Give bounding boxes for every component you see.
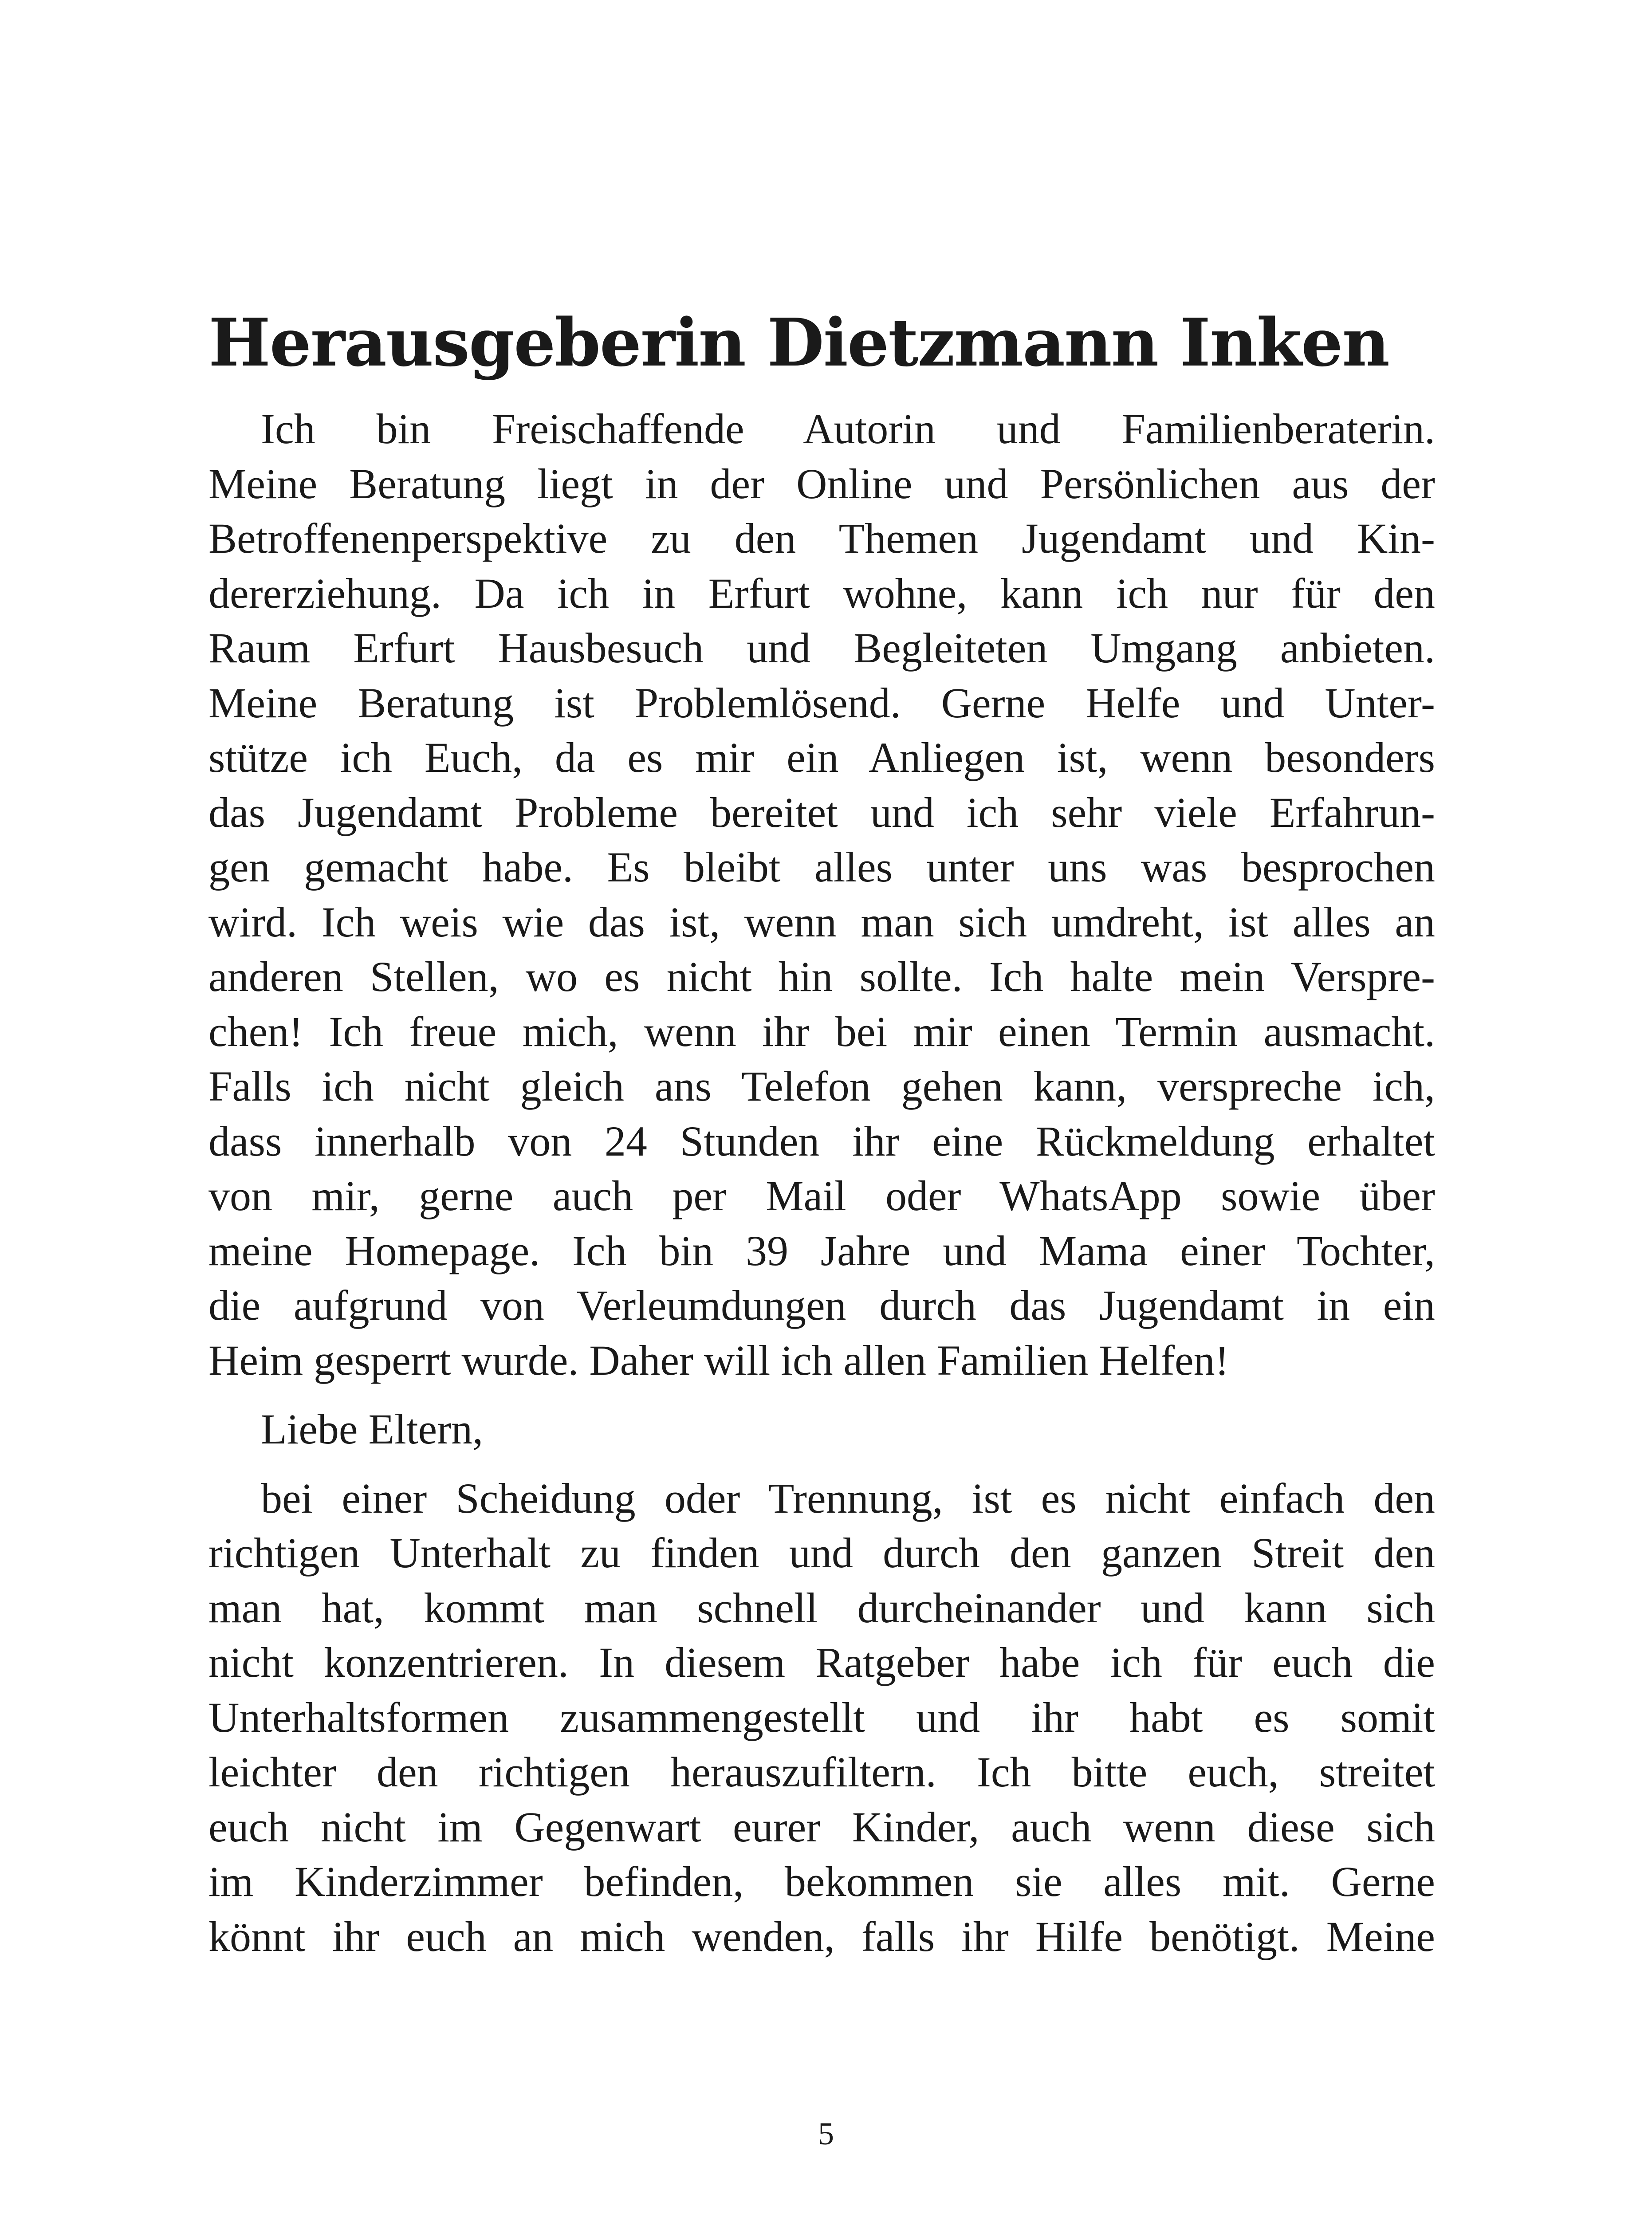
text-line: man hat, kommt man schnell durcheinander und kann sich [208, 1584, 1435, 1632]
text-line: Heim gesperrt wurde. Daher will ich allen Familien Helfen! [208, 1336, 1229, 1384]
text-line: bei einer Scheidung oder Trennung, ist es nicht einfach den [261, 1474, 1435, 1522]
body-text [208, 401, 1435, 1964]
text-line: dass innerhalb von 24 Stunden ihr eine Rückmeldung erhaltet [208, 1117, 1435, 1165]
text-line: nicht konzentrieren. In diesem Ratgeber habe ich für euch die [208, 1639, 1435, 1686]
text-line: Ich bin Freischaffende Autorin und Familienberaterin. [261, 405, 1435, 452]
text-line: die aufgrund von Verleumdungen durch das Jugendamt in ein [208, 1282, 1435, 1329]
paragraph-introduction [208, 1471, 1435, 1964]
text-line: im Kinderzimmer befinden, bekommen sie alles mit. Gerne [208, 1858, 1435, 1905]
text-line: könnt ihr euch an mich wenden, falls ihr Hilfe benötigt. Meine [208, 1912, 1435, 1960]
text-line: stütze ich Euch, da es mir ein Anliegen ist, wenn besonders [208, 734, 1435, 781]
text-line: Liebe Eltern, [261, 1405, 484, 1453]
page-number: 5 [818, 2116, 834, 2151]
page-title: Herausgeberin Dietzmann Inken [208, 304, 1389, 381]
text-line: anderen Stellen, wo es nicht hin sollte. Ich halte mein Verspre- [208, 953, 1435, 1000]
text-line: Meine Beratung ist Problemlösend. Gerne Helfe und Unter- [208, 679, 1435, 727]
text-line: euch nicht im Gegenwart eurer Kinder, auch wenn diese sich [208, 1803, 1435, 1851]
text-line: chen! Ich freue mich, wenn ihr bei mir einen Termin ausmacht. [208, 1007, 1435, 1055]
text-line: Betroffenenperspektive zu den Themen Jugendamt und Kin- [208, 515, 1435, 562]
text-line: Unterhaltsformen zusammengestellt und ihr habt es somit [208, 1693, 1435, 1741]
text-line: leichter den richtigen herauszufiltern. Ich bitte euch, streitet [208, 1748, 1435, 1796]
text-line: gen gemacht habe. Es bleibt alles unter uns was besprochen [208, 843, 1435, 891]
text-line: dererziehung. Da ich in Erfurt wohne, kann ich nur für den [208, 569, 1435, 617]
text-line: Raum Erfurt Hausbesuch und Begleiteten Umgang anbieten. [208, 624, 1435, 672]
text-line: Falls ich nicht gleich ans Telefon gehen kann, verspreche ich, [208, 1062, 1435, 1110]
text-line: richtigen Unterhalt zu finden und durch den ganzen Streit den [208, 1529, 1435, 1577]
text-line: meine Homepage. Ich bin 39 Jahre und Mama einer Tochter, [208, 1227, 1435, 1274]
paragraph-publisher-bio [208, 401, 1435, 1388]
text-line: das Jugendamt Probleme bereitet und ich sehr viele Erfahrun- [208, 788, 1435, 836]
text-line: Meine Beratung liegt in der Online und Persönlichen aus der [208, 460, 1435, 507]
text-line: von mir, gerne auch per Mail oder WhatsApp sowie über [208, 1172, 1435, 1219]
paragraph-salutation [208, 1402, 1435, 1457]
text-line: wird. Ich weis wie das ist, wenn man sich umdreht, ist alles an [208, 898, 1435, 946]
